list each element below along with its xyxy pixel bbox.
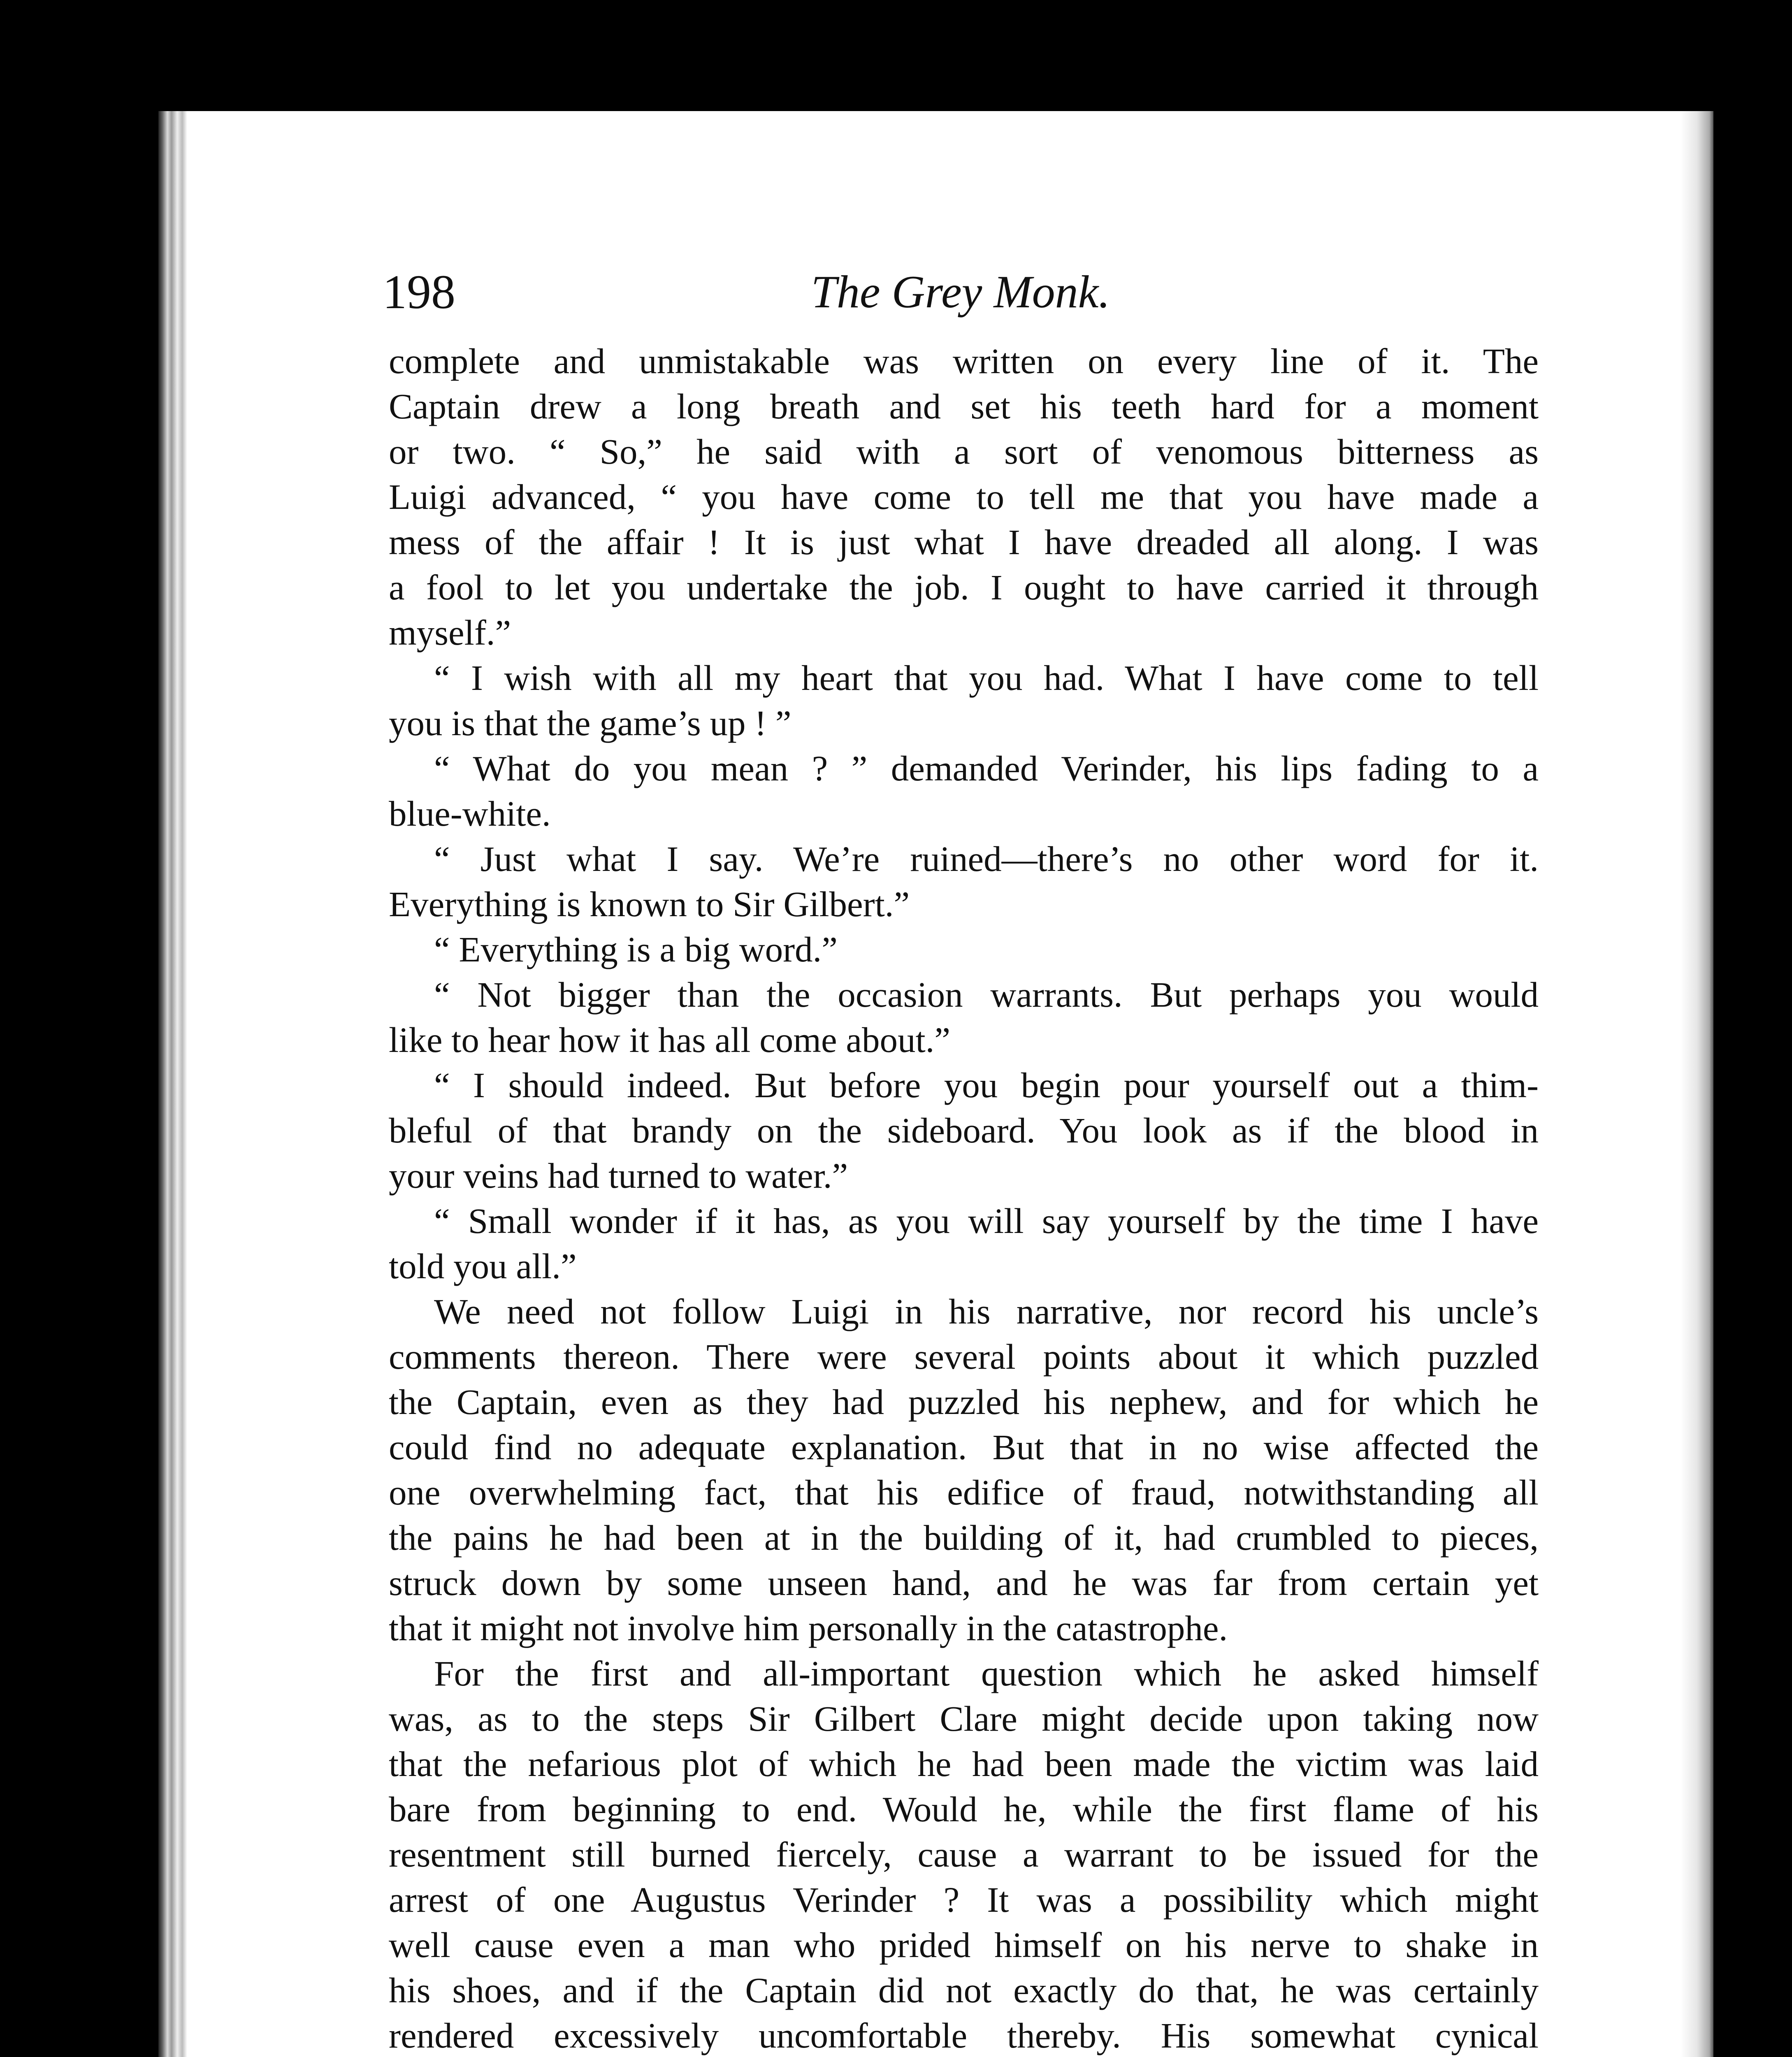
binding-edge: [158, 111, 187, 2057]
paragraph: [389, 972, 1539, 1063]
text-line: “ I wish with all my heart that you had. What I have come to tell: [434, 658, 1539, 698]
text-line: was, as to the steps Sir Gilbert Clare might decide upon taking now: [389, 1699, 1539, 1739]
text-line: blue-white.: [389, 794, 551, 833]
text-line: “ What do you mean ? ” demanded Verinder, his lips fading to a: [434, 748, 1539, 788]
paragraph: [389, 927, 1539, 972]
body-text: [389, 339, 1539, 2057]
book-page: [158, 111, 1713, 2057]
text-line: could find no adequate explanation. But that in no wise affected the: [389, 1427, 1539, 1467]
text-line: myself.”: [389, 613, 511, 652]
text-line: the Captain, even as they had puzzled his nephew, and for which he: [389, 1382, 1539, 1422]
text-line: “ Everything is a big word.”: [434, 929, 838, 969]
paragraph: [389, 1289, 1539, 1651]
text-line: Captain drew a long breath and set his teeth hard for a moment: [389, 386, 1539, 426]
text-line: complete and unmistakable was written on every line of it. The: [389, 341, 1539, 381]
running-title: The Grey Monk.: [811, 267, 1110, 318]
text-line: For the first and all-important question which he asked himself: [434, 1653, 1539, 1693]
text-line: one overwhelming fact, that his edifice of fraud, notwithstanding all: [389, 1472, 1539, 1512]
text-line: like to hear how it has all come about.”: [389, 1020, 950, 1060]
text-line: his shoes, and if the Captain did not exactly do that, he was certainly: [389, 1970, 1539, 2010]
text-line: struck down by some unseen hand, and he was far from certain yet: [389, 1563, 1539, 1603]
paragraph: [389, 836, 1539, 927]
page-number: 198: [383, 265, 455, 319]
text-line: well cause even a man who prided himself on his nerve to shake in: [389, 1925, 1539, 1965]
paragraph: [389, 655, 1539, 746]
text-line: rendered excessively uncomfortable thereby. His somewhat cynical: [389, 2015, 1539, 2055]
text-line: told you all.”: [389, 1246, 577, 1286]
text-line: the pains he had been at in the building of it, had crumbled to pieces,: [389, 1518, 1539, 1558]
text-line: Everything is known to Sir Gilbert.”: [389, 884, 910, 924]
paragraph: [389, 1198, 1539, 1289]
text-line: or two. “ So,” he said with a sort of venomous bitterness as: [389, 432, 1539, 471]
text-line: bleful of that brandy on the sideboard. You look as if the blood in: [389, 1110, 1539, 1150]
text-line: arrest of one Augustus Verinder ? It was a possibility which might: [389, 1880, 1539, 1920]
text-line: “ Not bigger than the occasion warrants. But perhaps you would: [434, 975, 1539, 1015]
paragraph: [389, 1651, 1539, 2057]
text-line: We need not follow Luigi in his narrative, nor record his uncle’s: [434, 1291, 1539, 1331]
text-line: that the nefarious plot of which he had been made the victim was laid: [389, 1744, 1539, 1784]
paragraph: [389, 339, 1539, 655]
text-line: Luigi advanced, “ you have come to tell me that you have made a: [389, 477, 1539, 517]
text-line: that it might not involve him personally in the catastrophe.: [389, 1608, 1228, 1648]
text-line: “ Small wonder if it has, as you will say yourself by the time I have: [434, 1201, 1539, 1241]
text-line: a fool to let you undertake the job. I ought to have carried it through: [389, 567, 1539, 607]
text-line: resentment still burned fiercely, cause a warrant to be issued for the: [389, 1834, 1539, 1874]
text-line: “ Just what I say. We’re ruined—there’s no other word for it.: [434, 839, 1539, 879]
text-line: “ I should indeed. But before you begin pour yourself out a thim-: [434, 1065, 1539, 1105]
text-line: comments thereon. There were several points about it which puzzled: [389, 1337, 1539, 1377]
page-header: [383, 261, 1539, 323]
paragraph: [389, 746, 1539, 836]
page-edge-shadow: [1681, 111, 1713, 2057]
text-line: bare from beginning to end. Would he, while the first flame of his: [389, 1789, 1539, 1829]
text-line: mess of the affair ! It is just what I have dreaded all along. I was: [389, 522, 1539, 562]
paragraph: [389, 1063, 1539, 1198]
text-line: your veins had turned to water.”: [389, 1156, 848, 1196]
text-line: you is that the game’s up ! ”: [389, 703, 792, 743]
